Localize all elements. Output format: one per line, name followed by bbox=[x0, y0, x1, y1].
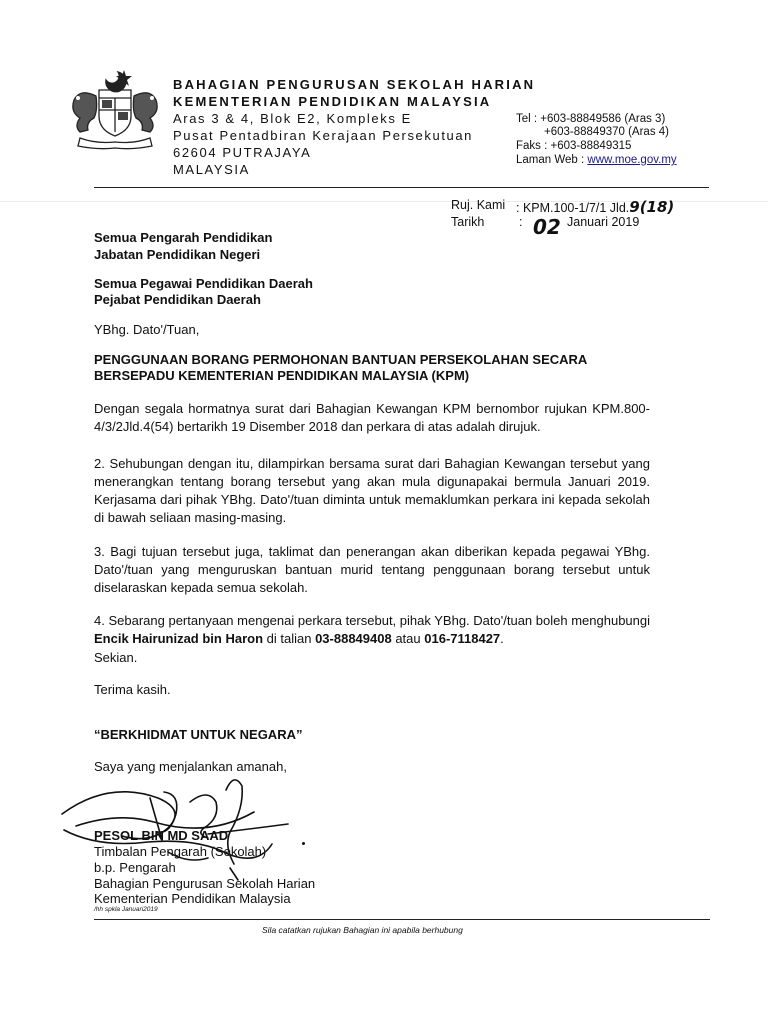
paragraph-4-text-b: di talian bbox=[263, 631, 316, 646]
recipient-1-line-2: Jabatan Pendidikan Negeri bbox=[94, 247, 261, 262]
malaysia-coat-of-arms-icon bbox=[66, 66, 164, 150]
address-line-4: MALAYSIA bbox=[173, 162, 250, 177]
subject-line-1: PENGGUNAAN BORANG PERMOHONAN BANTUAN PERSEKOLAHAN SECARA bbox=[94, 352, 588, 367]
reference-label: Ruj. Kami bbox=[451, 198, 506, 212]
footer-divider bbox=[94, 919, 710, 920]
website-link[interactable]: www.moe.gov.my bbox=[587, 154, 677, 166]
paragraph-3: 3. Bagi tujuan tersebut juga, taklimat dan penerangan akan diberikan kepada pegawai YBhg. Dato'/tuan yang menguruskan bantuan murid tentang penggunaan borang tersebut untuk diselaraskan kepada semua sekolah. bbox=[94, 544, 650, 595]
signatory-division: Bahagian Pengurusan Sekolah Harian bbox=[94, 876, 316, 891]
address-line-1: Aras 3 & 4, Blok E2, Kompleks E bbox=[173, 111, 412, 126]
typist-initials: /hh spkla Januari2019 bbox=[94, 906, 158, 913]
paragraph-4-text-c: atau bbox=[391, 631, 425, 646]
paragraph-4-text-a: 4. Sebarang pertanyaan mengenai perkara tersebut, pihak YBhg. Dato'/tuan boleh menghubungi bbox=[94, 613, 650, 628]
telephone-2: +603-88849370 (Aras 4) bbox=[544, 126, 669, 138]
website bbox=[516, 154, 677, 166]
paragraph-4 bbox=[94, 612, 650, 648]
recipient-1-line-1: Semua Pengarah Pendidikan bbox=[94, 230, 273, 245]
sekian: Sekian. bbox=[94, 650, 138, 665]
date-value: Januari 2019 bbox=[567, 215, 640, 229]
date-handwritten-day: 02 bbox=[533, 215, 561, 239]
reference-number bbox=[516, 198, 674, 216]
telephone-1: Tel : +603-88849586 (Aras 3) bbox=[516, 113, 666, 125]
website-label: Laman Web : bbox=[516, 154, 588, 166]
paragraph-4-text-d: . bbox=[500, 631, 504, 646]
address-line-2: Pusat Pentadbiran Kerajaan Persekutuan bbox=[173, 128, 474, 143]
contact-phone-2: 016-7118427 bbox=[424, 631, 501, 646]
subject-line-2: BERSEPADU KEMENTERIAN PENDIDIKAN MALAYSIA (KPM) bbox=[94, 368, 470, 383]
signatory-name: PESOL BIN MD SAAD bbox=[94, 828, 229, 843]
signatory-ministry: Kementerian Pendidikan Malaysia bbox=[94, 891, 291, 906]
signatory-title: Timbalan Pengarah (Sekolah) bbox=[94, 844, 267, 859]
organisation-name: BAHAGIAN PENGURUSAN SEKOLAH HARIAN bbox=[173, 77, 536, 92]
paragraph-1: Dengan segala hormatnya surat dari Bahagian Kewangan KPM bernombor rujukan KPM.800-4/3/2Jld.4(54) bertarikh 19 Disember 2018 dan perkara di atas adalah dirujuk. bbox=[94, 401, 650, 434]
contact-phone-1: 03-88849408 bbox=[315, 631, 392, 646]
date-colon: : bbox=[519, 215, 523, 229]
signatory-bp: b.p. Pengarah bbox=[94, 860, 176, 875]
thanks: Terima kasih. bbox=[94, 682, 171, 697]
salutation: YBhg. Dato'/Tuan, bbox=[94, 322, 200, 337]
recipient-2-line-1: Semua Pegawai Pendidikan Daerah bbox=[94, 276, 313, 291]
trust-line: Saya yang menjalankan amanah, bbox=[94, 759, 287, 774]
header-divider bbox=[94, 187, 709, 188]
reference-handwritten: 9(18) bbox=[629, 198, 675, 216]
ministry-name: KEMENTERIAN PENDIDIKAN MALAYSIA bbox=[173, 94, 492, 109]
recipient-2-line-2: Pejabat Pendidikan Daerah bbox=[94, 292, 261, 307]
ink-dot bbox=[302, 842, 305, 845]
motto: “BERKHIDMAT UNTUK NEGARA” bbox=[94, 727, 303, 742]
fax-number: Faks : +603-88849315 bbox=[516, 140, 632, 152]
contact-person: Encik Hairunizad bin Haron bbox=[94, 631, 264, 646]
reference-value: : KPM.100-1/7/1 Jld. bbox=[516, 201, 630, 215]
date-label: Tarikh bbox=[451, 215, 485, 229]
footer-note: Sila catatkan rujukan Bahagian ini apabila berhubung bbox=[262, 925, 463, 935]
paragraph-2: 2. Sehubungan dengan itu, dilampirkan bersama surat dari Bahagian Kewangan tersebut yang menerangkan tentang borang tersebut yang akan mula digunapakai bermula Januari 2019. Kerjasama dari pihak YBhg. Dato'/tuan diminta untuk memaklumkan perkara ini kepada sekolah di bawah seliaan masing-masing. bbox=[94, 456, 650, 525]
address-line-3: 62604 PUTRAJAYA bbox=[173, 145, 312, 160]
